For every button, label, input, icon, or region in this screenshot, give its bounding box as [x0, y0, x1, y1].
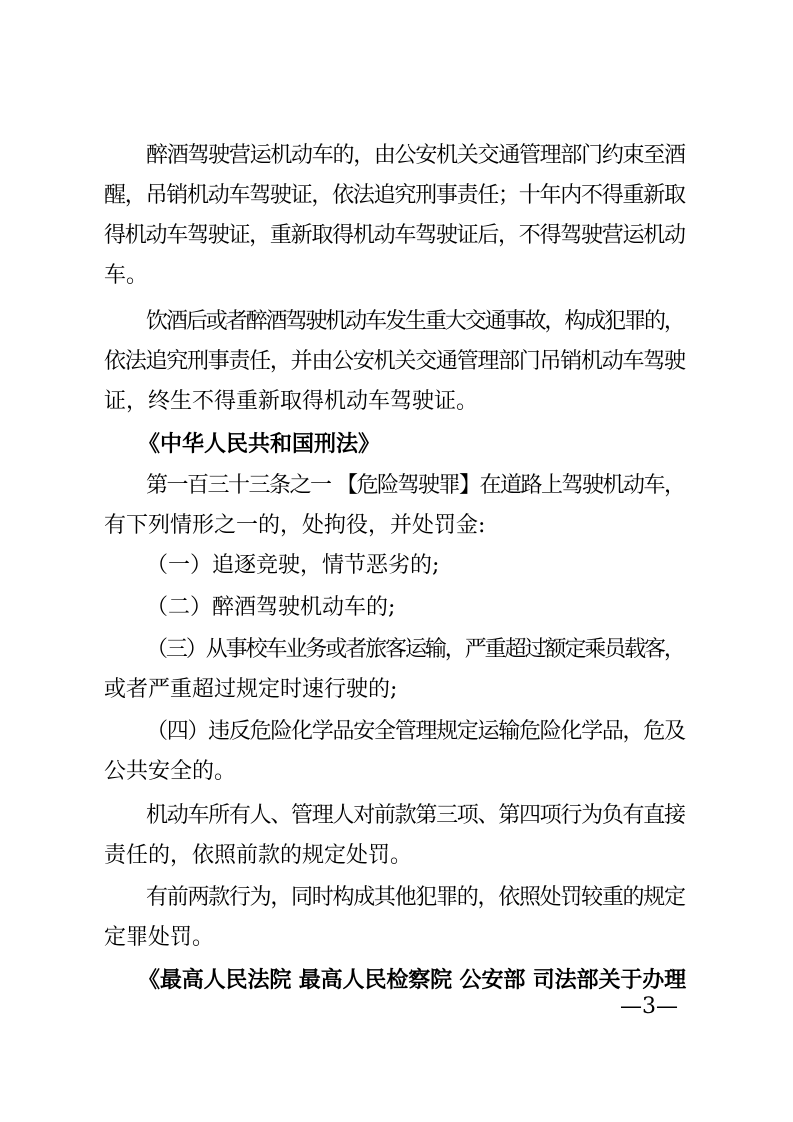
page-number: —3—: [620, 994, 678, 1019]
paragraph-line: [0, 256, 793, 296]
paragraph-line: [0, 216, 793, 256]
paragraph-line: [0, 382, 793, 422]
section-heading: [0, 424, 793, 464]
paragraph-line: [0, 670, 793, 710]
paragraph-line: [0, 302, 793, 342]
paragraph-line: [0, 796, 793, 836]
paragraph-line: [0, 136, 793, 176]
list-item: [0, 588, 793, 628]
line-text: 定罪处罚。: [104, 925, 215, 950]
line-text: 证，终生不得重新取得机动车驾驶证。: [104, 389, 479, 414]
list-item: [0, 546, 793, 586]
line-text: 有下列情形之一的，处拘役，并处罚金:: [104, 513, 486, 538]
line-text: 车。: [104, 263, 149, 288]
line-text: （二）醉酒驾驶机动车的;: [146, 595, 396, 620]
heading-text: 《最高人民法院 最高人民检察院 公安部 司法部关于办理: [138, 967, 687, 993]
list-item: [0, 712, 793, 752]
paragraph-line: [0, 878, 793, 918]
line-text: 或者严重超过规定时速行驶的;: [104, 677, 398, 702]
line-text: 得机动车驾驶证，重新取得机动车驾驶证后，不得驾驶营运机动: [104, 223, 685, 248]
paragraph-line: [0, 466, 793, 506]
line-text: 责任的，依照前款的规定处罚。: [104, 843, 413, 868]
heading-text: 《中华人民共和国刑法》: [138, 431, 381, 457]
line-text: （三）从事校车业务或者旅客运输，严重超过额定乘员载客，: [146, 637, 684, 662]
paragraph-line: [0, 176, 793, 216]
paragraph-line: [0, 506, 793, 546]
paragraph-line: [0, 342, 793, 382]
line-text: 有前两款行为，同时构成其他犯罪的，依照处罚较重的规定: [146, 885, 685, 910]
line-text: 机动车所有人、管理人对前款第三项、第四项行为负有直接: [146, 803, 685, 828]
paragraph-line: [0, 836, 793, 876]
line-text: 第一百三十三条之一 【危险驾驶罪】在道路上驾驶机动车，: [146, 473, 685, 498]
line-text: （一）追逐竞驶，情节恶劣的;: [146, 553, 440, 578]
paragraph-line: [0, 752, 793, 792]
paragraph-line: [0, 918, 793, 958]
line-text: 醒，吊销机动车驾驶证，依法追究刑事责任；十年内不得重新取: [104, 183, 685, 208]
line-text: 依法追究刑事责任，并由公安机关交通管理部门吊销机动车驾驶: [104, 349, 685, 374]
list-item: [0, 630, 793, 670]
line-text: 醉酒驾驶营运机动车的，由公安机关交通管理部门约束至酒: [146, 143, 685, 168]
line-text: 饮酒后或者醉酒驾驶机动车发生重大交通事故，构成犯罪的，: [146, 309, 684, 334]
line-text: （四）违反危险化学品安全管理规定运输危险化学品，危及: [146, 719, 685, 744]
line-text: 公共安全的。: [104, 759, 237, 784]
